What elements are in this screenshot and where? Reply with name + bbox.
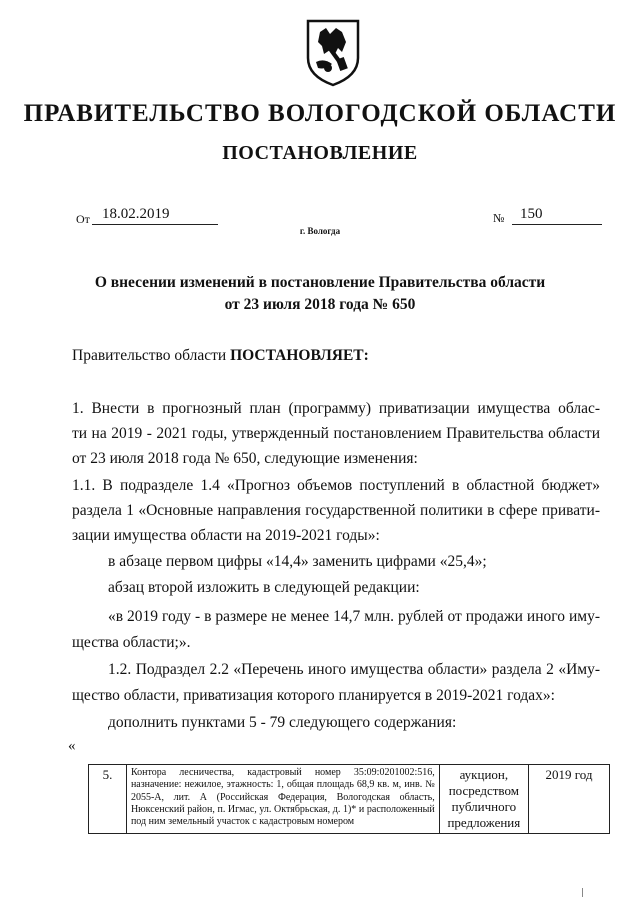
paragraph-1-line-2: ти на 2019 - 2021 годы, утвержденный постановлением Правительства области [72,425,600,442]
government-title: ПРАВИТЕЛЬСТВО ВОЛОГОДСКОЙ ОБЛАСТИ [23,100,617,127]
paragraph-1-line-3: от 23 июля 2018 года № 650, следующие изменения: [72,450,418,467]
row-description-cell [126,765,439,834]
intro-paragraph [72,343,369,368]
paragraph-1-2-a: дополнить пунктами 5 - 79 следующего содержания: [108,714,457,731]
document-type-title: ПОСТАНОВЛЕНИЕ [222,142,418,164]
row-year: 2019 год [528,765,609,834]
table-row [89,765,610,834]
row-description: Контора лесничества, кадастровый номер 35:09:0201002:516, назначение: нежилое, этажность: 1, общая площадь 68,9 кв. м, инв. № 2055-А, лит. А (Российская Федерация, Вологодская область, Нюксенский район, п. Игмас, ул. Октябрьская, д. 1)* и расположенный под ним земельный участок с кадастровым номером [130,767,435,828]
document-subject [60,272,580,316]
intro-decree-word: ПОСТАНОВЛЯЕТ: [230,347,369,364]
row-method: аукцион, посредством публичного предложения [447,767,521,830]
privatization-table [88,764,610,834]
paragraph-1-1-b: абзац второй изложить в следующей редакции: [108,579,420,596]
row-method-cell [439,765,528,834]
date-prefix: От [76,212,90,226]
intro-text: Правительство области [72,347,231,364]
paragraph-1-1-line-3: зации имущества области на 2019-2021 годы»: [72,527,380,544]
paragraph-1-1-line-1: 1.1. В подразделе 1.4 «Прогноз объемов поступлений в областной бюджет» [72,477,600,494]
scan-mark [582,888,583,897]
paragraph-1-1-c-line-2: щества области;». [72,634,191,651]
subject-line-1: О внесении изменений в постановление Правительства области [94,274,546,291]
opening-quote: « [68,738,76,754]
paragraph-1-2-line-1: 1.2. Подраздел 2.2 «Перечень иного имущества области» раздела 2 «Иму- [108,661,600,678]
paragraph-1-1-line-2: раздела 1 «Основные направления государственной политики в сфере привати- [72,502,600,519]
number-prefix: № [493,211,505,225]
paragraph-1-1-a: в абзаце первом цифры «14,4» заменить цифрами «25,4»; [108,553,487,570]
coat-of-arms-emblem [304,18,362,88]
paragraph-1-1-c-line-1: «в 2019 году - в размере не менее 14,7 млн. рублей от продажи иного иму- [108,608,600,625]
paragraph-1-2-line-2: щество области, приватизация которого планируется в 2019-2021 годах»: [72,687,555,704]
document-date: 18.02.2019 [92,205,218,225]
document-city: г. Вологда [299,226,341,236]
document-number: 150 [512,205,602,225]
row-number: 5. [89,765,127,834]
subject-line-2: от 23 июля 2018 года № 650 [224,296,416,313]
paragraph-1-line-1: 1. Внести в прогнозный план (программу) приватизации имущества облас- [72,400,600,417]
